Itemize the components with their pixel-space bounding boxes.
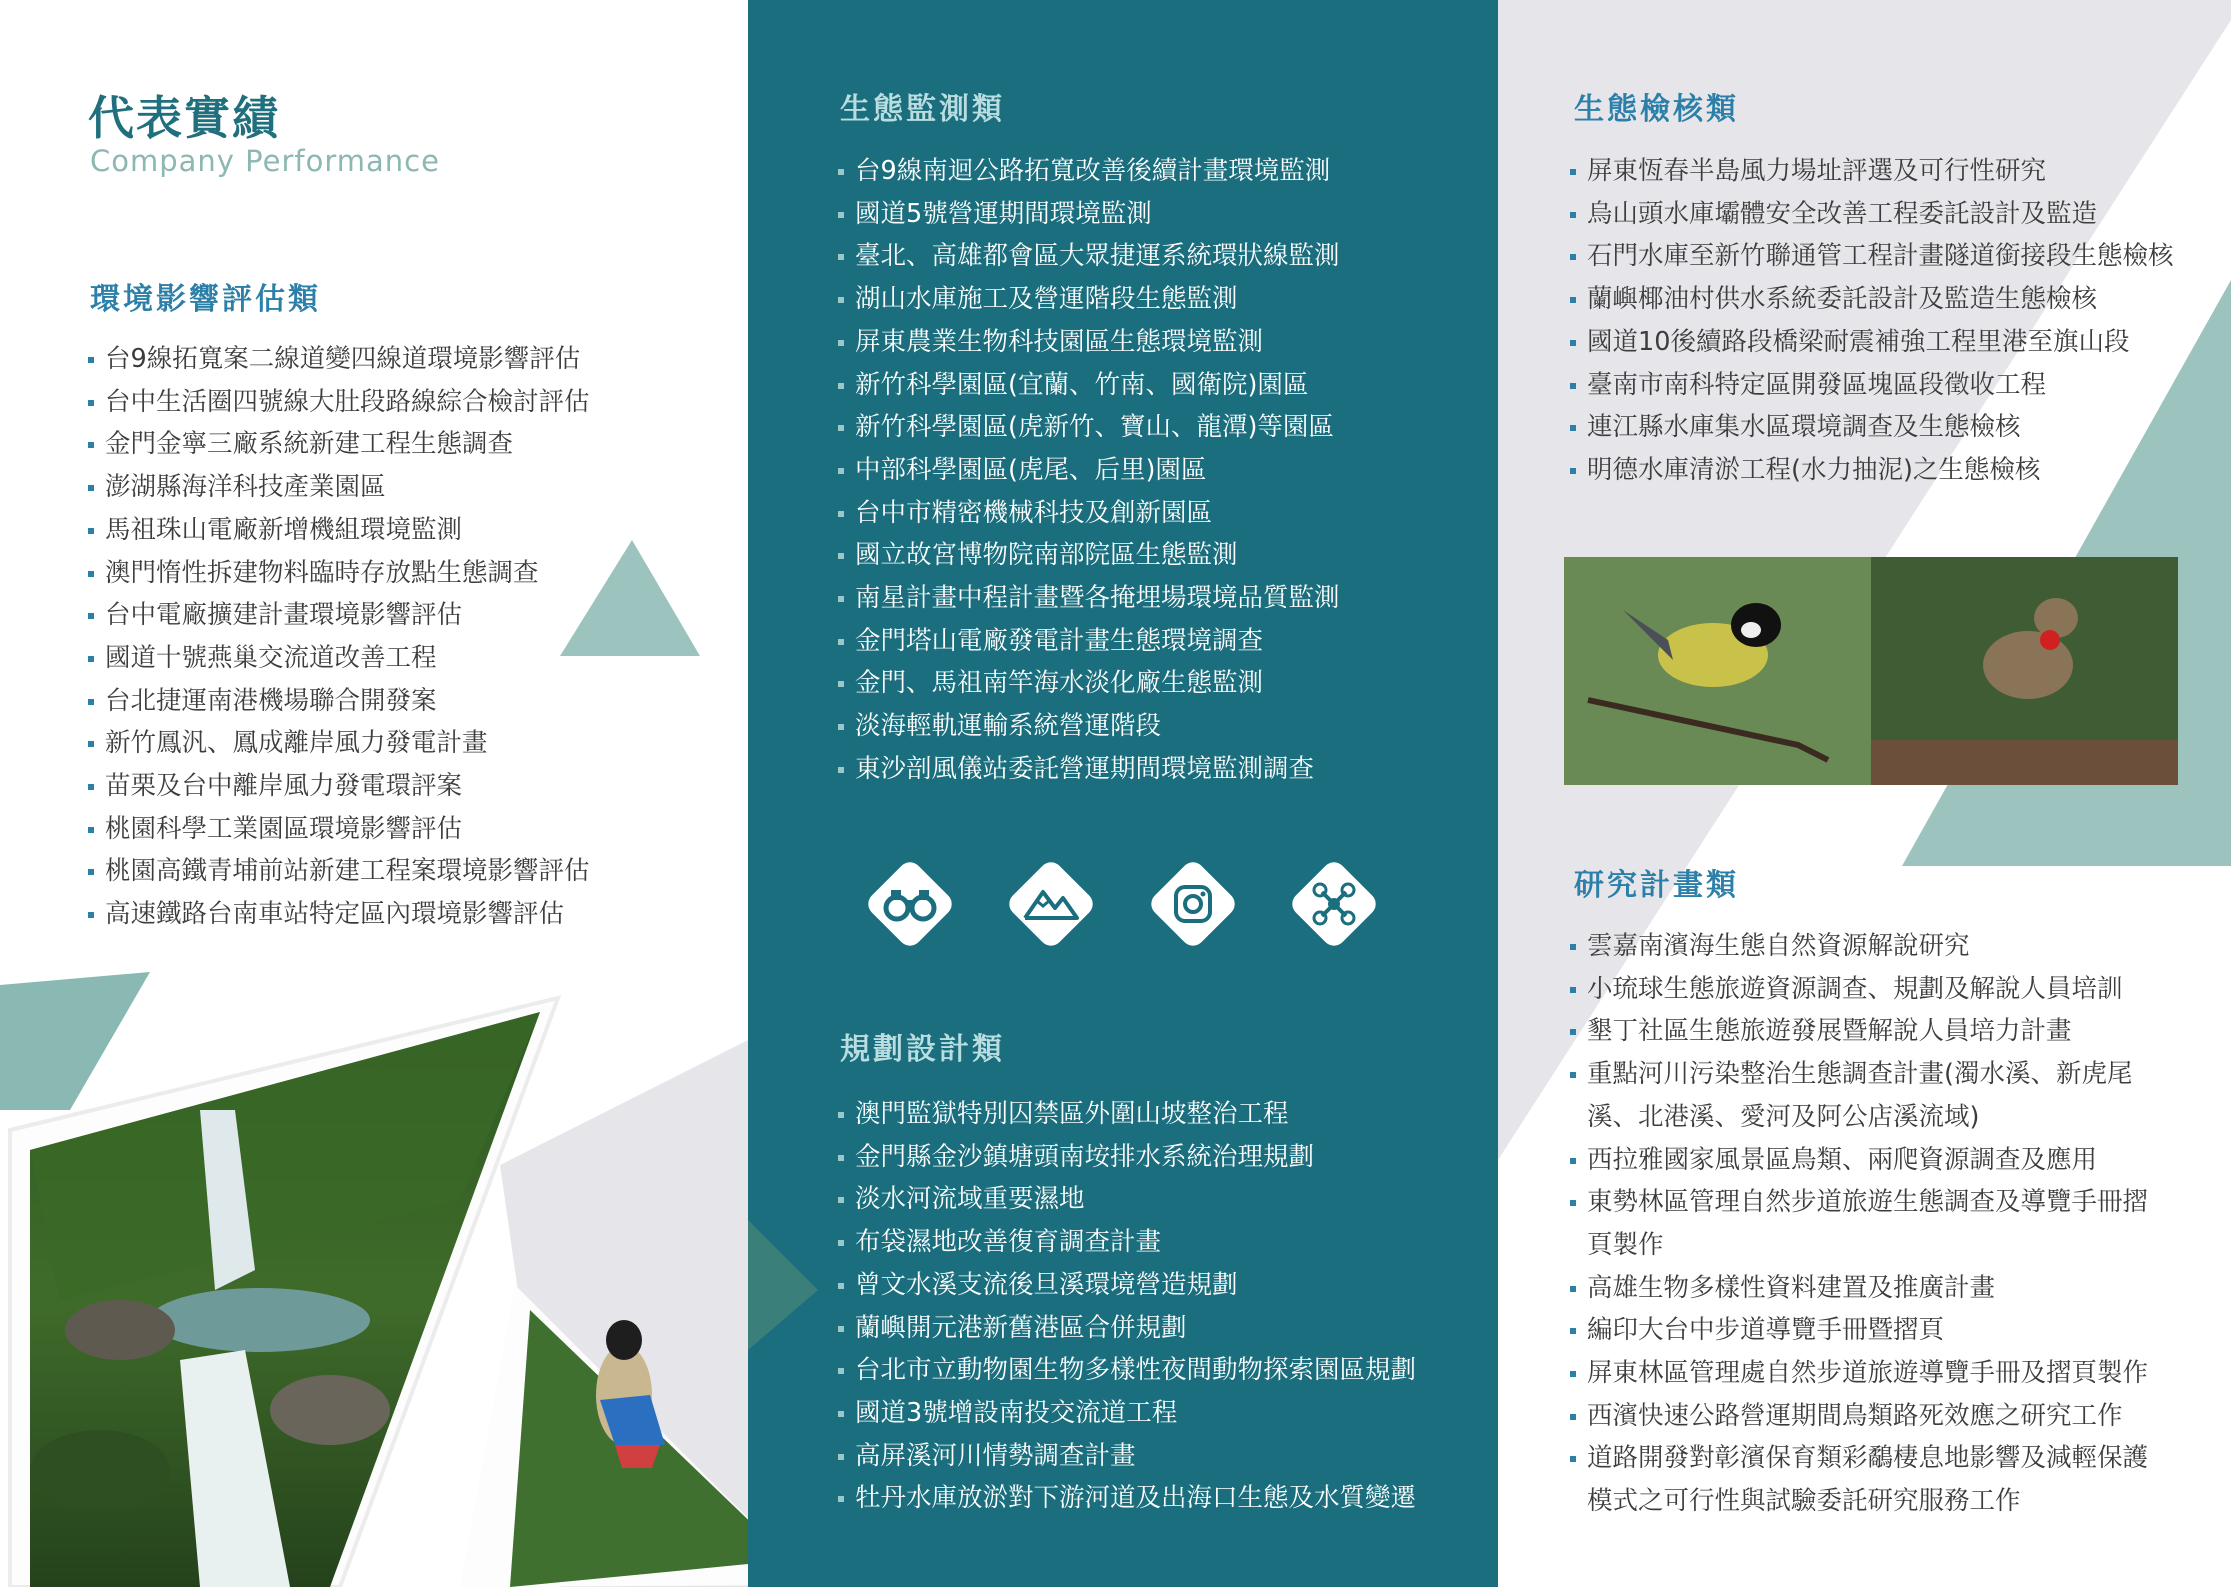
list-item: 蘭嶼開元港新舊港區合併規劃 [838, 1307, 1416, 1350]
mountain-icon [1003, 856, 1099, 952]
list-item: 明德水庫清淤工程(水力抽泥)之生態檢核 [1570, 449, 2174, 492]
list-item: 桃園科學工業園區環境影響評估 [88, 808, 590, 851]
list-item: 國道5號營運期間環境監測 [838, 193, 1340, 236]
list-item: 東沙剖風儀站委託營運期間環境監測調查 [838, 748, 1340, 791]
list-item: 淡海輕軌運輸系統營運階段 [838, 705, 1340, 748]
eco-review-heading: 生態檢核類 [1574, 92, 1739, 127]
list-item: 曾文水溪支流後旦溪環境營造規劃 [838, 1264, 1416, 1307]
binoculars-icon [862, 856, 958, 952]
list-item: 新竹鳳汎、鳳成離岸風力發電計畫 [88, 722, 590, 765]
list-item: 連江縣水庫集水區環境調查及生態檢核 [1570, 406, 2174, 449]
page-subtitle: Company Performance [90, 144, 440, 178]
drone-icon [1286, 856, 1382, 952]
list-item: 台北市立動物園生物多樣性夜間動物探索園區規劃 [838, 1349, 1416, 1392]
list-item: 台中市精密機械科技及創新園區 [838, 492, 1340, 535]
list-item: 新竹科學園區(虎新竹、寶山、龍潭)等園區 [838, 406, 1340, 449]
list-item: 金門塔山電廠發電計畫生態環境調查 [838, 620, 1340, 663]
list-item: 台中電廠擴建計畫環境影響評估 [88, 594, 590, 637]
list-item: 重點河川污染整治生態調查計畫(濁水溪、新虎尾溪、北港溪、愛河及阿公店溪流域) [1570, 1053, 2162, 1138]
list-item: 臺北、高雄都會區大眾捷運系統環狀線監測 [838, 235, 1340, 278]
list-item: 台9線拓寬案二線道變四線道環境影響評估 [88, 338, 590, 381]
eco-monitoring-heading: 生態監測類 [840, 92, 1005, 127]
list-item: 新竹科學園區(宜蘭、竹南、國衛院)園區 [838, 364, 1340, 407]
list-item: 屏東恆春半島風力場址評選及可行性研究 [1570, 150, 2174, 193]
list-item: 高雄生物多樣性資料建置及推廣計畫 [1570, 1267, 2162, 1310]
planning-heading: 規劃設計類 [840, 1032, 1005, 1067]
list-item: 屏東農業生物科技園區生態環境監測 [838, 321, 1340, 364]
list-item: 桃園高鐵青埔前站新建工程案環境影響評估 [88, 850, 590, 893]
list-item: 國道十號燕巢交流道改善工程 [88, 637, 590, 680]
mint-triangle-left [0, 972, 150, 1110]
list-item: 金門縣金沙鎮塘頭南垵排水系統治理規劃 [838, 1136, 1416, 1179]
middle-panel [748, 0, 1498, 1587]
list-item: 布袋濕地改善復育調查計畫 [838, 1221, 1416, 1264]
list-item: 苗栗及台中離岸風力發電環評案 [88, 765, 590, 808]
list-item: 蘭嶼椰油村供水系統委託設計及監造生態檢核 [1570, 278, 2174, 321]
list-item: 澳門監獄特別囚禁區外圍山坡整治工程 [838, 1093, 1416, 1136]
list-item: 雲嘉南濱海生態自然資源解說研究 [1570, 925, 2162, 968]
list-item: 澎湖縣海洋科技產業園區 [88, 466, 590, 509]
list-item: 南星計畫中程計畫暨各掩埋場環境品質監測 [838, 577, 1340, 620]
eco-review-list [1570, 150, 2174, 492]
env-assessment-heading: 環境影響評估類 [90, 282, 321, 317]
planning-list [838, 1093, 1416, 1520]
list-item: 台北捷運南港機場聯合開發案 [88, 680, 590, 723]
list-item: 臺南市南科特定區開發區塊區段徵收工程 [1570, 364, 2174, 407]
list-item: 高屏溪河川情勢調查計畫 [838, 1435, 1416, 1478]
right-panel [1498, 0, 2231, 1587]
list-item: 西濱快速公路營運期間鳥類路死效應之研究工作 [1570, 1395, 2162, 1438]
research-list [1570, 925, 2162, 1523]
list-item: 牡丹水庫放淤對下游河道及出海口生態及水質變遷 [838, 1477, 1416, 1520]
page-title: 代表實績 [88, 91, 280, 145]
env-assessment-list [88, 338, 590, 936]
list-item: 金門、馬祖南竿海水淡化廠生態監測 [838, 662, 1340, 705]
list-item: 國立故宮博物院南部院區生態監測 [838, 534, 1340, 577]
list-item: 淡水河流域重要濕地 [838, 1178, 1416, 1221]
camera-icon [1145, 856, 1241, 952]
birds-photo [1564, 557, 2178, 785]
list-item: 湖山水庫施工及營運階段生態監測 [838, 278, 1340, 321]
list-item: 西拉雅國家風景區鳥類、兩爬資源調查及應用 [1570, 1139, 2162, 1182]
waterfall-photo [10, 998, 558, 1587]
list-item: 澳門惰性拆建物料臨時存放點生態調查 [88, 552, 590, 595]
list-item: 中部科學園區(虎尾、后里)園區 [838, 449, 1340, 492]
list-item: 屏東林區管理處自然步道旅遊導覽手冊及摺頁製作 [1570, 1352, 2162, 1395]
list-item: 國道3號增設南投交流道工程 [838, 1392, 1416, 1435]
list-item: 墾丁社區生態旅遊發展暨解說人員培力計畫 [1570, 1010, 2162, 1053]
list-item: 台中生活圈四號線大肚段路線綜合檢討評估 [88, 381, 590, 424]
list-item: 石門水庫至新竹聯通管工程計畫隧道銜接段生態檢核 [1570, 235, 2174, 278]
list-item: 馬祖珠山電廠新增機組環境監測 [88, 509, 590, 552]
list-item: 小琉球生態旅遊資源調查、規劃及解說人員培訓 [1570, 968, 2162, 1011]
list-item: 金門金寧三廠系統新建工程生態調查 [88, 423, 590, 466]
research-heading: 研究計畫類 [1574, 868, 1739, 903]
list-item: 道路開發對彰濱保育類彩鷸棲息地影響及減輕保護模式之可行性與試驗委託研究服務工作 [1570, 1437, 2162, 1522]
list-item: 台9線南迴公路拓寬改善後續計畫環境監測 [838, 150, 1340, 193]
left-panel [0, 0, 748, 1587]
list-item: 編印大台中步道導覽手冊暨摺頁 [1570, 1309, 2162, 1352]
list-item: 高速鐵路台南車站特定區內環境影響評估 [88, 893, 590, 936]
list-item: 烏山頭水庫壩體安全改善工程委託設計及監造 [1570, 193, 2174, 236]
list-item: 東勢林區管理自然步道旅遊生態調查及導覽手冊摺頁製作 [1570, 1181, 2162, 1266]
list-item: 國道10後續路段橋梁耐震補強工程里港至旗山段 [1570, 321, 2174, 364]
eco-monitoring-list [838, 150, 1340, 791]
